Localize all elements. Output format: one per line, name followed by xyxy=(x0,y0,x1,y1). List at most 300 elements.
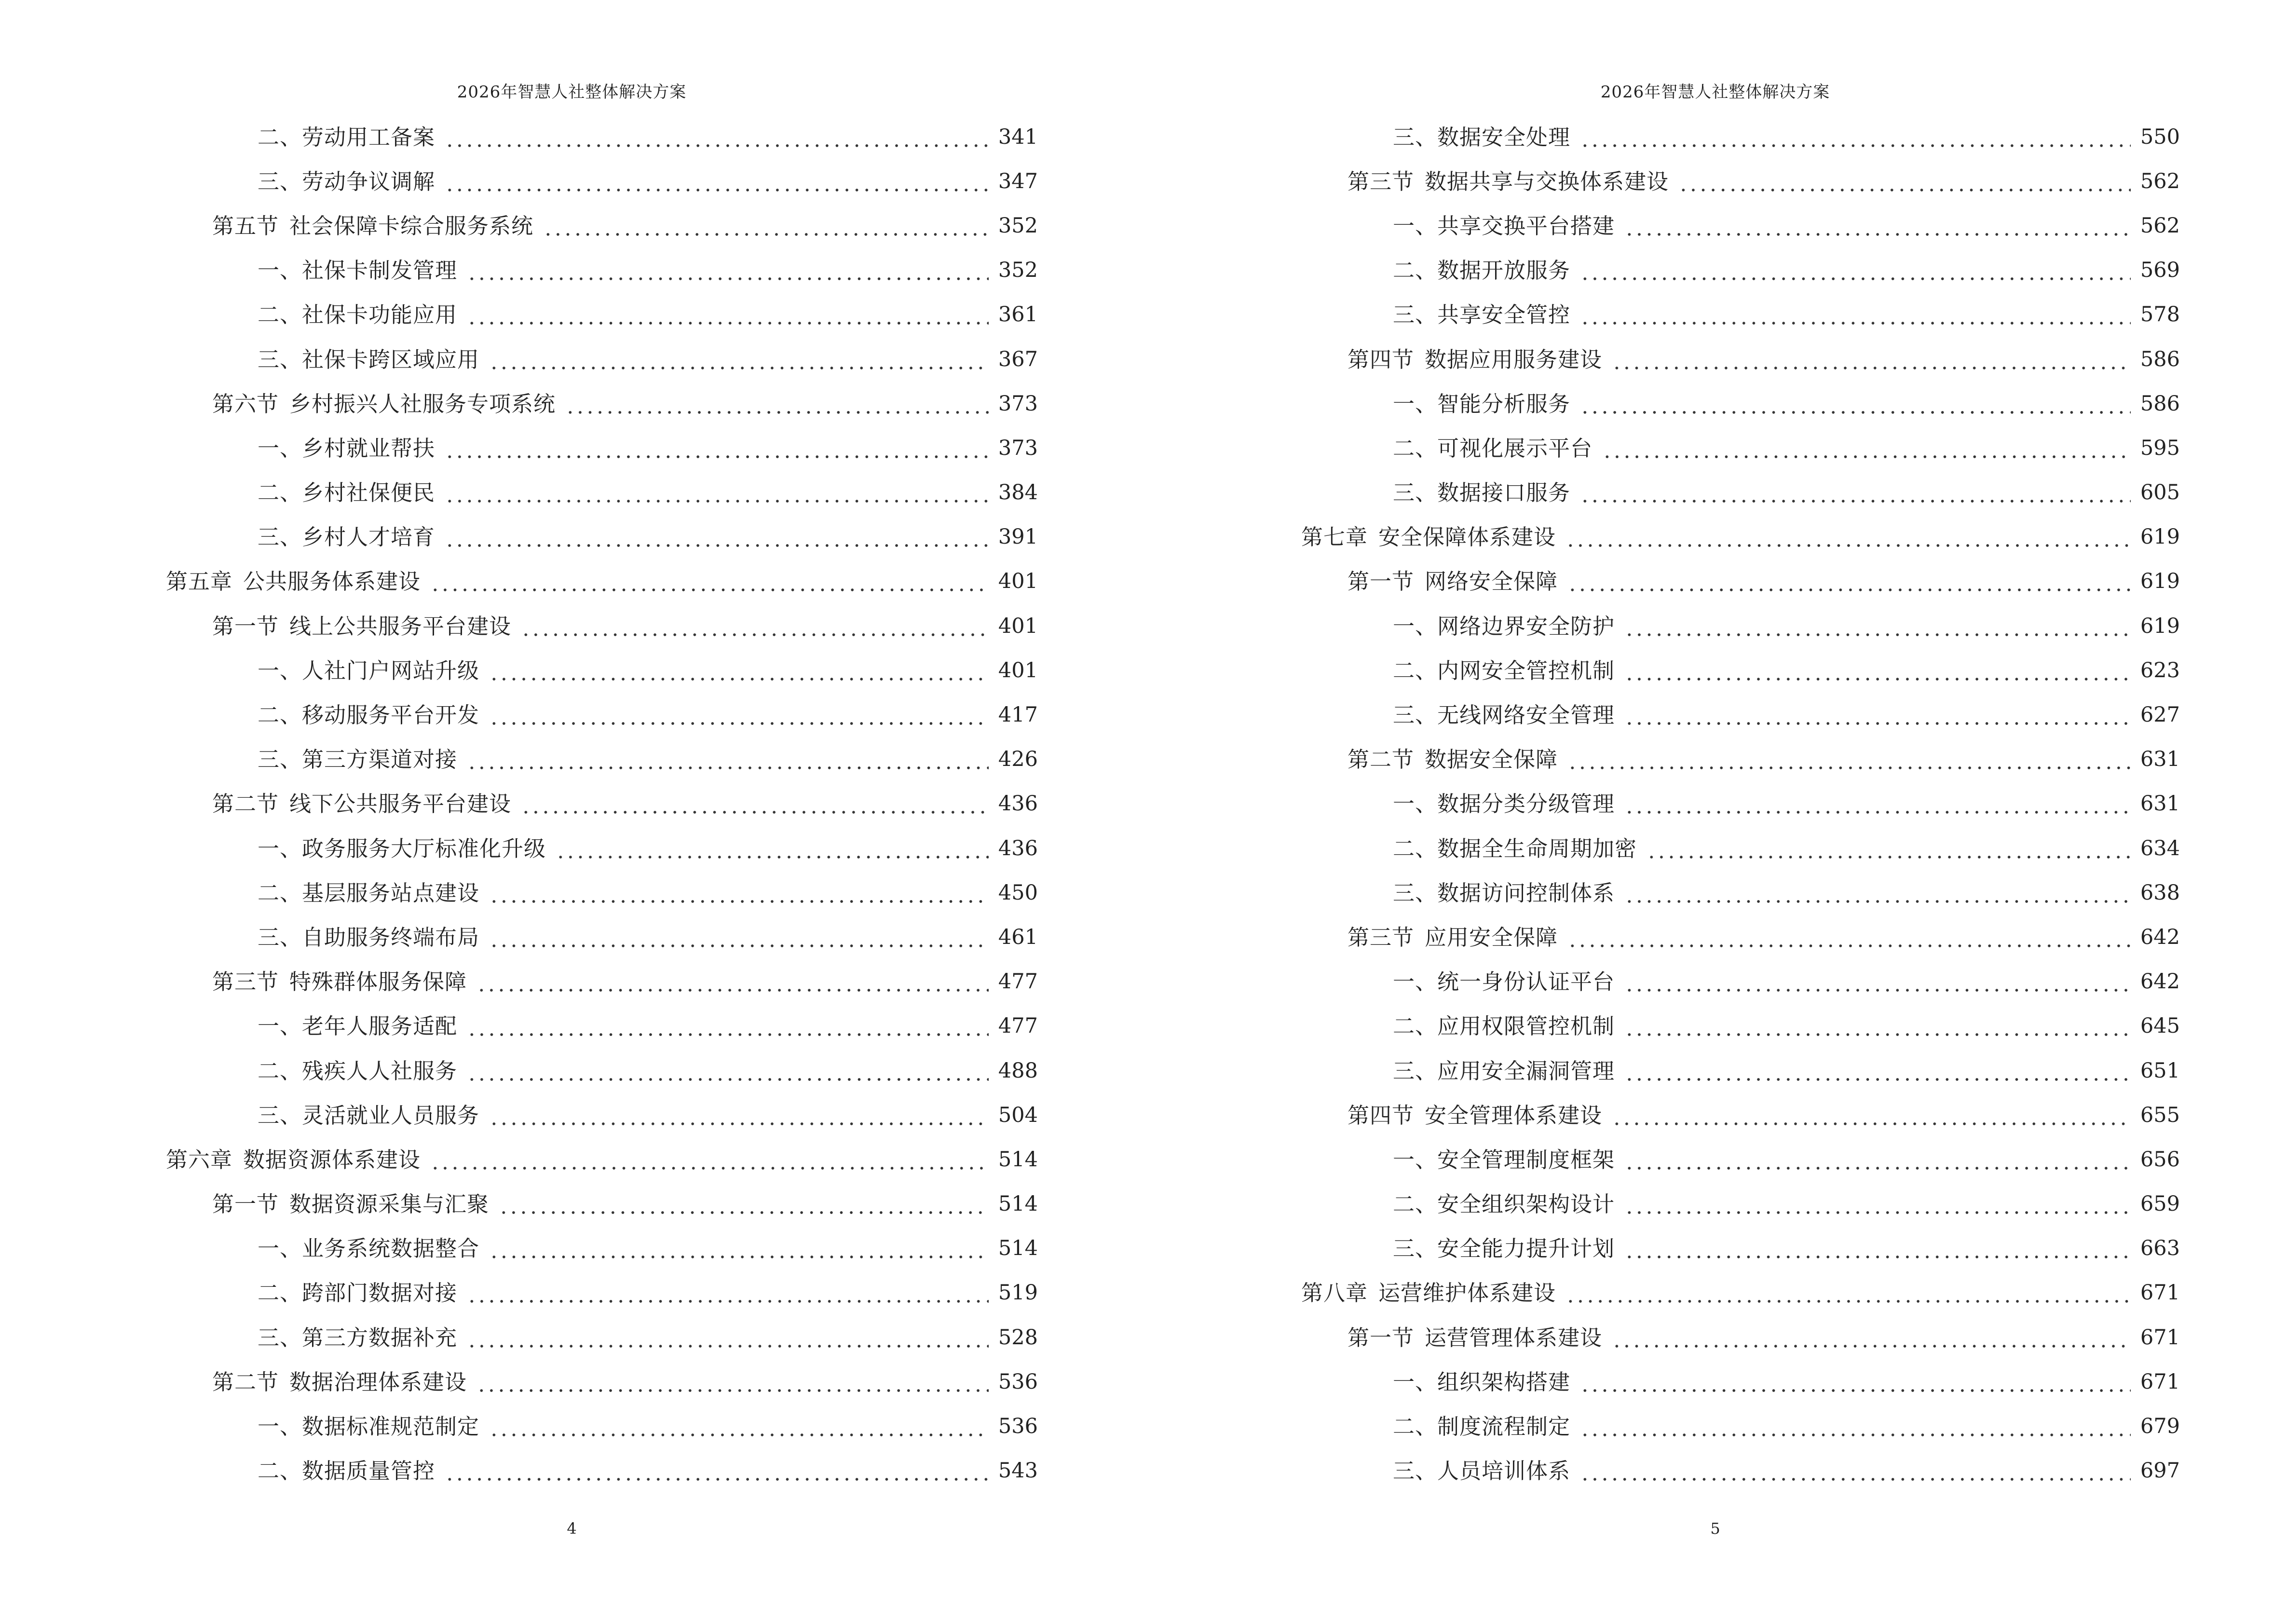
dot-leader xyxy=(445,526,989,548)
toc-section-entry[interactable] xyxy=(1301,560,2180,604)
toc-entry-label xyxy=(1393,1236,1615,1262)
toc-entry-number: 第三节 xyxy=(1348,168,1415,194)
toc-entry-number: 三、 xyxy=(1393,1458,1438,1484)
dot-leader xyxy=(467,304,989,326)
dot-leader xyxy=(467,1015,989,1037)
toc-entry-label xyxy=(258,1236,480,1262)
dot-leader xyxy=(476,971,989,993)
running-header: 2026年智慧人社整体解决方案 xyxy=(457,82,687,102)
toc-entry-title: 运营管理体系建设 xyxy=(1425,1324,1603,1351)
dot-leader xyxy=(1624,660,2131,682)
document-page-right xyxy=(1144,0,2287,1624)
toc-entry-number: 一、 xyxy=(1393,1369,1438,1395)
toc-entry-title: 社会保障卡综合服务系统 xyxy=(289,213,534,239)
toc-page-number: 645 xyxy=(2140,1014,2180,1038)
toc-page-number: 619 xyxy=(2140,569,2180,594)
toc-entry-label xyxy=(258,168,436,194)
toc-entry-number: 一、 xyxy=(258,835,302,861)
toc-subsection-entry[interactable] xyxy=(166,1227,1038,1271)
toc-subsection-entry[interactable] xyxy=(166,248,1038,293)
toc-entry-number: 二、 xyxy=(1393,1414,1438,1440)
toc-entry-title: 共享安全管控 xyxy=(1437,302,1571,328)
toc-entry-label xyxy=(1393,1015,1615,1037)
toc-chapter-entry[interactable] xyxy=(1301,515,2180,560)
toc-entry-label xyxy=(1393,1414,1571,1440)
toc-entry-label xyxy=(1393,437,1593,459)
dot-leader xyxy=(521,793,989,815)
toc-entry-title: 灵活就业人员服务 xyxy=(302,1102,480,1128)
toc-section-entry[interactable] xyxy=(1301,1093,2180,1137)
toc-page-number: 477 xyxy=(998,969,1038,994)
toc-subsection-entry[interactable] xyxy=(1301,693,2180,737)
dot-leader xyxy=(1624,1238,2131,1259)
toc-subsection-entry[interactable] xyxy=(166,648,1038,693)
toc-entry-number: 第三节 xyxy=(1348,924,1415,950)
toc-subsection-entry[interactable] xyxy=(166,1093,1038,1137)
toc-subsection-entry[interactable] xyxy=(1301,871,2180,915)
toc-page-number: 659 xyxy=(2140,1192,2180,1216)
toc-entry-label xyxy=(166,569,421,595)
toc-subsection-entry[interactable] xyxy=(166,1004,1038,1049)
toc-page-number: 384 xyxy=(998,480,1038,505)
toc-page-number: 671 xyxy=(2140,1281,2180,1305)
toc-subsection-entry[interactable] xyxy=(1301,426,2180,470)
toc-entry-label xyxy=(258,1414,480,1440)
toc-chapter-entry[interactable] xyxy=(166,560,1038,604)
toc-entry-title: 人社门户网站升级 xyxy=(302,657,480,683)
toc-entry-title: 数据安全处理 xyxy=(1437,124,1571,150)
page-number: 5 xyxy=(1710,1519,1720,1538)
dot-leader xyxy=(1580,1460,2131,1482)
toc-entry-title: 乡村人才培育 xyxy=(302,524,436,550)
toc-entry-number: 第四节 xyxy=(1348,346,1415,372)
toc-entry-title: 数据应用服务建设 xyxy=(1425,346,1603,372)
toc-entry-label xyxy=(258,1102,480,1128)
dot-leader xyxy=(489,704,989,726)
toc-entry-label xyxy=(1348,747,1558,773)
toc-entry-title: 数据资源体系建设 xyxy=(243,1146,421,1173)
toc-subsection-entry[interactable] xyxy=(1301,960,2180,1004)
toc-entry-title: 人员培训体系 xyxy=(1437,1458,1571,1484)
toc-chapter-entry[interactable] xyxy=(1301,1271,2180,1315)
toc-entry-number: 一、 xyxy=(258,1013,302,1039)
toc-entry-label xyxy=(1393,657,1615,683)
dot-leader xyxy=(489,1238,989,1259)
dot-leader xyxy=(1624,215,2131,237)
toc-entry-title: 公共服务体系建设 xyxy=(243,569,421,595)
toc-page-number: 488 xyxy=(998,1058,1038,1083)
toc-section-entry[interactable] xyxy=(166,204,1038,248)
toc-entry-title: 移动服务平台开发 xyxy=(302,702,480,728)
dot-leader xyxy=(1624,615,2131,637)
dot-leader xyxy=(499,1193,989,1215)
dot-leader xyxy=(445,171,989,192)
toc-subsection-entry[interactable] xyxy=(166,1449,1038,1493)
toc-entry-label xyxy=(1348,1324,1603,1351)
toc-entry-number: 三、 xyxy=(1393,480,1438,506)
toc-entry-title: 组织架构搭建 xyxy=(1437,1369,1571,1395)
toc-subsection-entry[interactable] xyxy=(1301,382,2180,426)
toc-page-number: 619 xyxy=(2140,614,2180,638)
dot-leader xyxy=(1612,1327,2131,1349)
toc-page-number: 651 xyxy=(2140,1058,2180,1083)
toc-page-number: 477 xyxy=(998,1014,1038,1038)
toc-subsection-entry[interactable] xyxy=(166,293,1038,337)
toc-entry-number: 一、 xyxy=(1393,1146,1438,1173)
toc-subsection-entry[interactable] xyxy=(1301,604,2180,648)
toc-entry-title: 应用安全保障 xyxy=(1425,924,1558,950)
toc-entry-number: 一、 xyxy=(258,435,302,461)
toc-subsection-entry[interactable] xyxy=(1301,1360,2180,1404)
toc-entry-number: 二、 xyxy=(1393,1013,1438,1039)
toc-entry-title: 残疾人人社服务 xyxy=(302,1058,458,1084)
toc-entry-title: 劳动争议调解 xyxy=(302,168,436,194)
toc-entry-number: 二、 xyxy=(258,1058,302,1084)
toc-page-number: 623 xyxy=(2140,658,2180,682)
toc-page-number: 373 xyxy=(998,436,1038,460)
running-header: 2026年智慧人社整体解决方案 xyxy=(1600,82,1830,102)
toc-entry-title: 安全保障体系建设 xyxy=(1378,524,1556,550)
toc-page-number: 373 xyxy=(998,391,1038,416)
dot-leader xyxy=(489,660,989,682)
toc-entry-title: 特殊群体服务保障 xyxy=(289,969,467,995)
toc-page-number: 461 xyxy=(998,925,1038,949)
dot-leader xyxy=(1624,1193,2131,1215)
toc-page-number: 578 xyxy=(2140,302,2180,327)
toc-entry-title: 共享交换平台搭建 xyxy=(1437,213,1615,239)
dot-leader xyxy=(1612,1105,2131,1126)
toc-entry-label xyxy=(1393,1193,1615,1215)
toc-entry-number: 一、 xyxy=(258,1236,302,1262)
toc-entry-label xyxy=(258,126,435,148)
toc-entry-title: 劳动用工备案 xyxy=(302,124,436,150)
toc-entry-title: 数据治理体系建设 xyxy=(289,1369,467,1395)
toc-subsection-entry[interactable] xyxy=(166,1271,1038,1315)
toc-entry-label xyxy=(1348,1102,1603,1128)
toc-list xyxy=(166,115,1038,1493)
dot-leader xyxy=(489,882,989,904)
toc-entry-number: 三、 xyxy=(1393,302,1438,328)
toc-page-number: 504 xyxy=(998,1103,1038,1127)
toc-page-number: 605 xyxy=(2140,480,2180,505)
toc-entry-label xyxy=(212,793,511,815)
toc-entry-title: 可视化展示平台 xyxy=(1437,435,1593,461)
toc-page-number: 514 xyxy=(998,1236,1038,1261)
dot-leader xyxy=(1580,393,2131,415)
toc-entry-number: 第二节 xyxy=(1348,747,1415,773)
toc-entry-title: 老年人服务适配 xyxy=(302,1013,458,1039)
toc-section-entry[interactable] xyxy=(166,382,1038,426)
dot-leader xyxy=(1624,704,2131,726)
toc-subsection-entry[interactable] xyxy=(1301,293,2180,337)
toc-entry-number: 三、 xyxy=(1393,124,1438,150)
toc-page-number: 367 xyxy=(998,347,1038,371)
dot-leader xyxy=(521,615,989,637)
toc-entry-number: 二、 xyxy=(258,1458,302,1484)
toc-entry-title: 社保卡跨区域应用 xyxy=(302,346,480,372)
toc-section-entry[interactable] xyxy=(166,1182,1038,1227)
toc-entry-number: 三、 xyxy=(258,1102,302,1128)
toc-page-number: 663 xyxy=(2140,1236,2180,1261)
toc-entry-label xyxy=(1393,971,1615,993)
toc-page-number: 347 xyxy=(998,169,1038,193)
toc-page-number: 436 xyxy=(998,792,1038,816)
toc-entry-label xyxy=(1393,793,1615,815)
toc-entry-label xyxy=(258,526,435,548)
page-number: 4 xyxy=(567,1519,577,1538)
toc-entry-number: 第六节 xyxy=(212,391,279,417)
toc-subsection-entry[interactable] xyxy=(1301,1404,2180,1448)
toc-chapter-entry[interactable] xyxy=(166,1137,1038,1182)
toc-subsection-entry[interactable] xyxy=(166,737,1038,782)
dot-leader xyxy=(1566,526,2131,548)
toc-entry-title: 乡村振兴人社服务专项系统 xyxy=(289,391,556,417)
toc-page-number: 436 xyxy=(998,836,1038,860)
dot-leader xyxy=(467,749,989,770)
toc-entry-label xyxy=(1393,1460,1570,1482)
toc-entry-title: 应用权限管控机制 xyxy=(1437,1013,1615,1039)
toc-entry-number: 第八章 xyxy=(1301,1280,1368,1306)
toc-section-entry[interactable] xyxy=(1301,1315,2180,1360)
toc-entry-number: 一、 xyxy=(258,657,302,683)
toc-entry-number: 第四节 xyxy=(1348,1102,1415,1128)
toc-entry-number: 第一节 xyxy=(212,613,279,639)
toc-entry-number: 二、 xyxy=(1393,1191,1438,1217)
toc-entry-label xyxy=(258,657,480,683)
dot-leader xyxy=(1580,126,2131,148)
toc-entry-title: 统一身份认证平台 xyxy=(1437,969,1615,995)
toc-subsection-entry[interactable] xyxy=(166,515,1038,560)
toc-entry-title: 数据质量管控 xyxy=(302,1458,436,1484)
toc-entry-title: 第三方数据补充 xyxy=(302,1324,458,1351)
toc-page-number: 450 xyxy=(998,880,1038,905)
dot-leader xyxy=(1678,171,2131,192)
toc-entry-title: 运营维护体系建设 xyxy=(1378,1280,1556,1306)
dot-leader xyxy=(1580,259,2131,281)
dot-leader xyxy=(467,1060,989,1082)
toc-entry-title: 数据访问控制体系 xyxy=(1437,880,1615,906)
dot-leader xyxy=(476,1371,989,1393)
toc-entry-label xyxy=(1393,882,1615,904)
toc-subsection-entry[interactable] xyxy=(1301,1182,2180,1227)
dot-leader xyxy=(556,838,989,860)
toc-page-number: 401 xyxy=(998,658,1038,682)
toc-subsection-entry[interactable] xyxy=(1301,1227,2180,1271)
dot-leader xyxy=(489,927,989,948)
dot-leader xyxy=(565,393,989,415)
toc-subsection-entry[interactable] xyxy=(1301,1137,2180,1182)
toc-entry-number: 三、 xyxy=(1393,880,1438,906)
toc-subsection-entry[interactable] xyxy=(1301,782,2180,826)
dot-leader xyxy=(1612,349,2131,370)
toc-entry-number: 二、 xyxy=(258,124,302,150)
toc-entry-label xyxy=(258,835,546,861)
toc-entry-label xyxy=(1393,1146,1615,1173)
dot-leader xyxy=(1566,1282,2131,1304)
dot-leader xyxy=(445,437,989,459)
toc-entry-number: 一、 xyxy=(1393,791,1438,817)
toc-page-number: 417 xyxy=(998,703,1038,727)
toc-entry-label xyxy=(212,615,511,637)
toc-entry-number: 三、 xyxy=(258,524,302,550)
toc-page-number: 631 xyxy=(2140,792,2180,816)
toc-page-number: 514 xyxy=(998,1192,1038,1216)
toc-entry-title: 制度流程制定 xyxy=(1437,1414,1571,1440)
toc-page-number: 619 xyxy=(2140,525,2180,549)
toc-section-entry[interactable] xyxy=(1301,159,2180,204)
toc-entry-title: 智能分析服务 xyxy=(1437,391,1571,417)
toc-page-number: 562 xyxy=(2140,169,2180,193)
toc-subsection-entry[interactable] xyxy=(1301,826,2180,871)
toc-section-entry[interactable] xyxy=(166,782,1038,826)
toc-subsection-entry[interactable] xyxy=(1301,1004,2180,1049)
dot-leader xyxy=(1580,304,2131,326)
toc-entry-label xyxy=(258,882,479,904)
toc-entry-label xyxy=(1393,615,1615,637)
toc-section-entry[interactable] xyxy=(166,1360,1038,1404)
toc-subsection-entry[interactable] xyxy=(1301,248,2180,293)
toc-entry-label xyxy=(1348,569,1558,595)
toc-page-number: 536 xyxy=(998,1369,1038,1394)
toc-subsection-entry[interactable] xyxy=(1301,204,2180,248)
toc-subsection-entry[interactable] xyxy=(1301,115,2180,159)
toc-entry-title: 数据资源采集与汇聚 xyxy=(289,1191,490,1217)
toc-section-entry[interactable] xyxy=(1301,737,2180,782)
toc-entry-title: 乡村社保便民 xyxy=(302,480,436,506)
toc-subsection-entry[interactable] xyxy=(1301,648,2180,693)
toc-entry-label xyxy=(1393,258,1571,284)
toc-entry-title: 应用安全漏洞管理 xyxy=(1437,1058,1615,1084)
toc-entry-label xyxy=(1301,1282,1556,1304)
toc-page-number: 638 xyxy=(2140,880,2180,905)
toc-entry-title: 社保卡功能应用 xyxy=(302,302,458,328)
toc-page-number: 631 xyxy=(2140,747,2180,772)
toc-entry-title: 数据全生命周期加密 xyxy=(1437,835,1637,861)
toc-entry-number: 二、 xyxy=(258,302,302,328)
toc-entry-label xyxy=(1393,1371,1570,1393)
toc-entry-title: 数据开放服务 xyxy=(1437,258,1571,284)
toc-page-number: 642 xyxy=(2140,925,2180,949)
dot-leader xyxy=(489,1416,989,1437)
toc-entry-title: 社保卡制发管理 xyxy=(302,258,458,284)
dot-leader xyxy=(543,215,989,237)
toc-entry-number: 三、 xyxy=(258,1324,302,1351)
toc-page-number: 671 xyxy=(2140,1369,2180,1394)
toc-entry-label xyxy=(1348,346,1603,372)
dot-leader xyxy=(445,1460,989,1482)
toc-entry-number: 第六章 xyxy=(166,1146,233,1173)
toc-page-number: 627 xyxy=(2140,703,2180,727)
dot-leader xyxy=(1624,1060,2131,1082)
toc-entry-number: 三、 xyxy=(1393,1058,1438,1084)
toc-subsection-entry[interactable] xyxy=(166,1049,1038,1093)
toc-entry-label xyxy=(212,1193,489,1215)
toc-entry-title: 无线网络安全管理 xyxy=(1437,702,1615,728)
dot-leader xyxy=(467,1327,989,1349)
toc-entry-title: 安全能力提升计划 xyxy=(1437,1236,1615,1262)
toc-subsection-entry[interactable] xyxy=(1301,1049,2180,1093)
toc-entry-title: 网络安全保障 xyxy=(1425,569,1558,595)
toc-entry-title: 第三方渠道对接 xyxy=(302,747,458,773)
toc-entry-title: 内网安全管控机制 xyxy=(1437,657,1615,683)
toc-subsection-entry[interactable] xyxy=(166,693,1038,737)
toc-subsection-entry[interactable] xyxy=(166,1315,1038,1360)
toc-entry-label xyxy=(258,304,457,326)
toc-page-number: 519 xyxy=(998,1281,1038,1305)
toc-page-number: 562 xyxy=(2140,213,2180,238)
toc-entry-label xyxy=(258,482,435,504)
toc-page-number: 679 xyxy=(2140,1414,2180,1439)
toc-entry-label xyxy=(258,1060,457,1082)
toc-subsection-entry[interactable] xyxy=(1301,1449,2180,1493)
toc-entry-number: 一、 xyxy=(1393,213,1438,239)
toc-entry-title: 业务系统数据整合 xyxy=(302,1236,480,1262)
toc-entry-number: 第二节 xyxy=(212,1369,279,1395)
toc-subsection-entry[interactable] xyxy=(1301,471,2180,515)
toc-subsection-entry[interactable] xyxy=(166,915,1038,959)
toc-page-number: 514 xyxy=(998,1147,1038,1172)
toc-page-number: 586 xyxy=(2140,391,2180,416)
toc-subsection-entry[interactable] xyxy=(166,159,1038,204)
dot-leader xyxy=(445,126,989,148)
dot-leader xyxy=(1567,571,2131,592)
toc-subsection-entry[interactable] xyxy=(166,871,1038,915)
toc-subsection-entry[interactable] xyxy=(166,426,1038,470)
toc-entry-label xyxy=(258,346,480,372)
toc-subsection-entry[interactable] xyxy=(166,115,1038,159)
toc-entry-number: 第五节 xyxy=(212,213,279,239)
toc-page-number: 352 xyxy=(998,213,1038,238)
toc-entry-number: 一、 xyxy=(1393,969,1438,995)
toc-entry-title: 安全管理制度框架 xyxy=(1437,1146,1615,1173)
toc-subsection-entry[interactable] xyxy=(166,337,1038,382)
toc-subsection-entry[interactable] xyxy=(166,471,1038,515)
toc-entry-number: 第一节 xyxy=(1348,1324,1415,1351)
toc-page-number: 671 xyxy=(2140,1325,2180,1350)
toc-entry-label xyxy=(1393,835,1637,861)
toc-page-number: 543 xyxy=(998,1459,1038,1483)
dot-leader xyxy=(1580,1416,2131,1437)
toc-entry-number: 一、 xyxy=(1393,613,1438,639)
toc-entry-label xyxy=(1393,482,1570,504)
toc-entry-number: 第二节 xyxy=(212,791,279,817)
toc-entry-label xyxy=(166,1146,421,1173)
toc-entry-number: 第一节 xyxy=(1348,569,1415,595)
toc-entry-title: 安全组织架构设计 xyxy=(1437,1191,1615,1217)
toc-entry-title: 基层服务站点建设 xyxy=(302,880,480,906)
toc-entry-number: 二、 xyxy=(258,480,302,506)
toc-subsection-entry[interactable] xyxy=(166,826,1038,871)
toc-page-number: 569 xyxy=(2140,258,2180,283)
toc-page-number: 595 xyxy=(2140,436,2180,460)
toc-entry-number: 一、 xyxy=(258,258,302,284)
toc-entry-label xyxy=(258,704,479,726)
toc-list xyxy=(1301,115,2180,1493)
toc-section-entry[interactable] xyxy=(166,960,1038,1004)
dot-leader xyxy=(1624,793,2131,815)
toc-subsection-entry[interactable] xyxy=(166,1404,1038,1448)
toc-page-number: 361 xyxy=(998,302,1038,327)
toc-entry-number: 二、 xyxy=(258,1280,302,1306)
toc-page-number: 401 xyxy=(998,614,1038,638)
dot-leader xyxy=(1624,971,2131,993)
toc-entry-label xyxy=(212,971,467,993)
toc-entry-label xyxy=(212,393,556,415)
toc-section-entry[interactable] xyxy=(166,604,1038,648)
toc-section-entry[interactable] xyxy=(1301,337,2180,382)
toc-entry-title: 线下公共服务平台建设 xyxy=(289,791,512,817)
toc-section-entry[interactable] xyxy=(1301,915,2180,959)
